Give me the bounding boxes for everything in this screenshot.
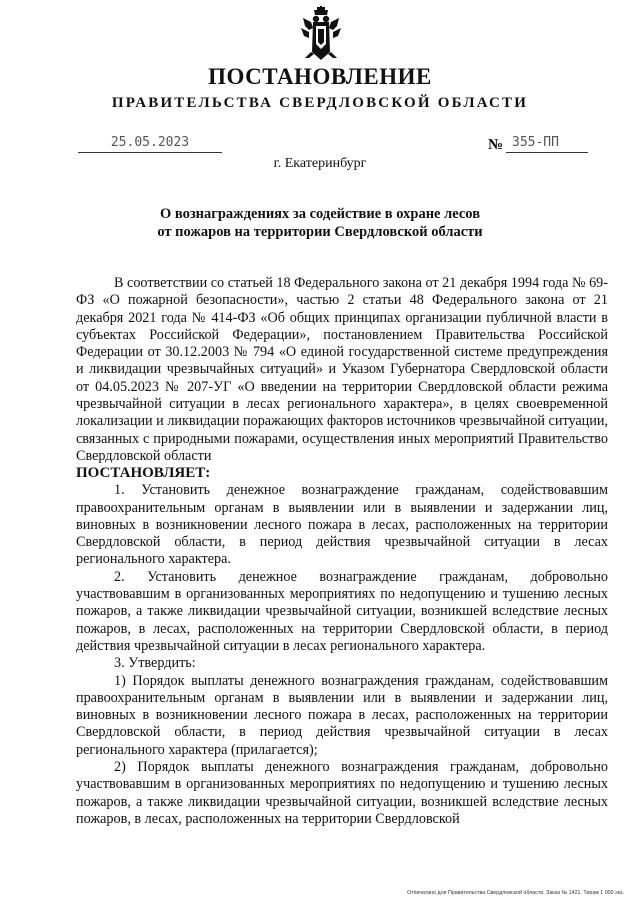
- issue-city: г. Екатеринбург: [273, 156, 367, 171]
- preamble-paragraph: В соответствии со статьей 18 Федерального закона от 21 декабря 1994 года № 69-ФЗ «О пожарной безопасности», частью 2 статьи 48 Федерального закона от 21 декабря 2021 года № 414-ФЗ «Об общих принципах организации публичной власти в субъектах Российской Федерации», постановлением Правительства Российской Федерации от 30.12.2003 № 794 «О единой государственной системе предупреждения и ликвидации чрезвычайных ситуаций» и Указом Губернатора Свердловской области от 04.05.2023 № 207-УГ «О введении на территории Свердловской области режима чрезвычайной ситуации в лесах регионального характера», в целях своевременной локализации и ликвидации поражающих факторов источников чрезвычайной ситуации, связанных с природными пожарами, осуществления иных мероприятий Правительство Свердловской области: [76, 275, 608, 464]
- number-sign: №: [488, 137, 504, 153]
- item-3-2-paragraph: 2) Порядок выплаты денежного вознаграждения гражданам, добровольно участвовавшим в организованных мероприятиях по недопущению и тушению лесных пожаров, а также ликвидации чрезвычайной ситуации, возникшей вследствие лесных пожаров, в лесах, расположенных на территории Свердловской: [76, 759, 608, 827]
- item-2-paragraph: 2. Установить денежное вознаграждение гражданам, добровольно участвовавшим в организованных мероприятиях по недопущению и тушению лесных пожаров, а также ликвидации чрезвычайной ситуации, возникшей вследствие лесных пожаров, в лесах, расположенных на территории Свердловской области, в период действия чрезвычайной ситуации в лесах регионального характера.: [76, 568, 608, 654]
- issuing-authority-heading: ПРАВИТЕЛЬСТВА СВЕРДЛОВСКОЙ ОБЛАСТИ: [111, 95, 529, 111]
- coat-of-arms-icon: [299, 6, 343, 62]
- document-title-line-2: от пожаров на территории Свердловской области: [157, 224, 483, 240]
- item-3-paragraph: 3. Утвердить:: [114, 655, 196, 672]
- document-number: 355-ПП: [506, 135, 588, 153]
- document-title: [0, 205, 640, 241]
- document-title-line-1: О вознаграждениях за содействие в охране лесов: [159, 206, 481, 222]
- item-3-1-paragraph: 1) Порядок выплаты денежного вознаграждения гражданам, содействовавшим правоохранительным органам в выявлении или в выявлении и задержании лиц, виновных в возникновении лесного пожара в лесах, расположенных на территории Свердловской области, в период действия чрезвычайной ситуации в лесах регионального характера (прилагается);: [76, 672, 608, 758]
- document-date: 25.05.2023: [78, 135, 222, 153]
- resolves-heading: ПОСТАНОВЛЯЕТ:: [76, 465, 211, 482]
- item-1-paragraph: 1. Установить денежное вознаграждение гражданам, содействовавшим правоохранительным органам в выявлении или в выявлении и задержании лиц, виновных в возникновении лесного пожара в лесах, расположенных на территории Свердловской области, в период действия чрезвычайной ситуации в лесах регионального характера.: [76, 482, 608, 568]
- print-note: Отпечатано для Правительства Свердловской области. Заказ № 1421. Тираж 1 000 экз.: [407, 890, 624, 896]
- document-body: [76, 275, 608, 828]
- document-type-heading: ПОСТАНОВЛЕНИЕ: [208, 64, 432, 89]
